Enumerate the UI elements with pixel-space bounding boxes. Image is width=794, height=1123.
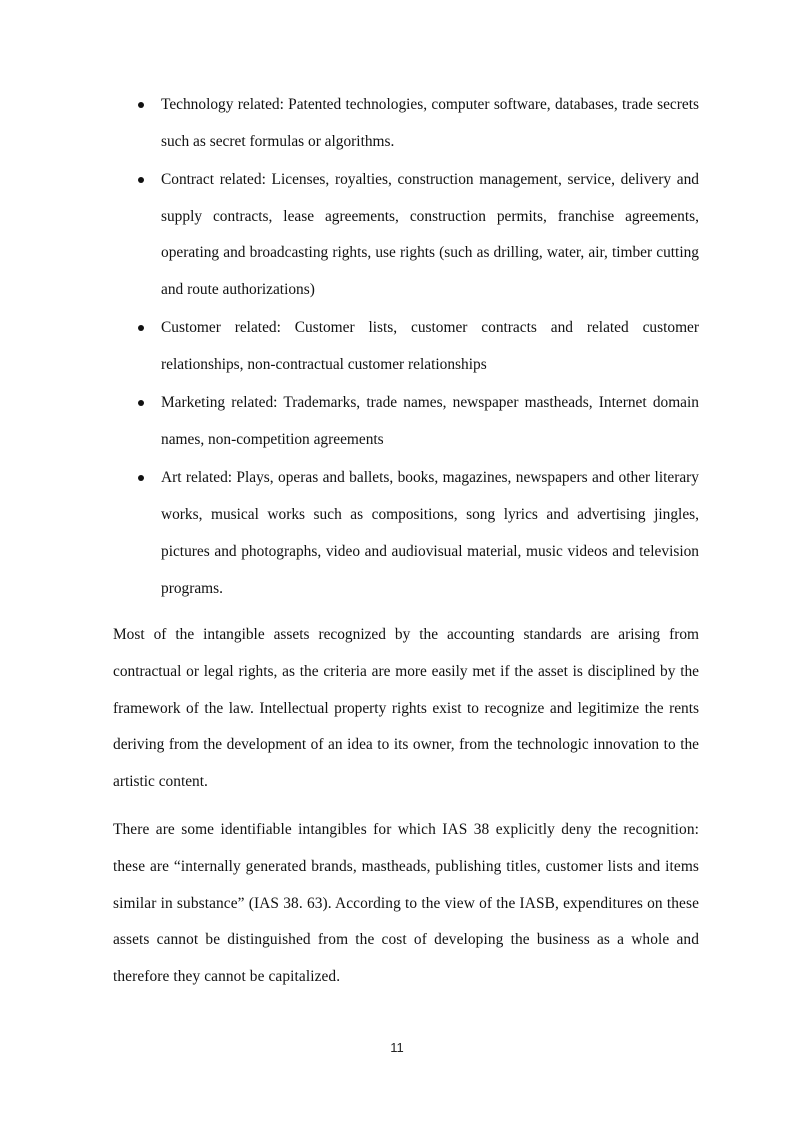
body-paragraph: Most of the intangible assets recognized by the accounting standards are arising from contractual or legal rights, as the criteria are more easily met if the asset is disciplined by the framework of the law. Intellectual property rights exist to recognize and legitimize the rents deriving from the development of an idea to its owner, from the technologic innovation to the artistic content. xyxy=(113,626,699,791)
bullet-icon xyxy=(138,102,144,108)
bullet-list xyxy=(113,87,699,609)
bullet-icon xyxy=(138,325,144,331)
list-item-text: Customer related: Customer lists, customer contracts and related customer relationships, non-contractual customer relationships xyxy=(161,319,699,374)
body-paragraph: There are some identifiable intangibles for which IAS 38 explicitly deny the recognition: these are “internally generated brands, mastheads, publishing titles, customer lists and items similar in substance” (IAS 38. 63). According to the view of the IASB, expenditures on these assets cannot be distinguished from the cost of developing the business as a whole and therefore they cannot be capitalized. xyxy=(113,821,699,986)
list-item xyxy=(113,460,699,607)
bullet-icon xyxy=(138,177,144,183)
list-item-text: Technology related: Patented technologies, computer software, databases, trade secrets such as secret formulas or algorithms. xyxy=(161,96,699,150)
list-item xyxy=(113,385,699,459)
bullet-icon xyxy=(138,475,144,481)
bullet-icon xyxy=(138,400,144,406)
list-item xyxy=(113,87,699,161)
list-item-text: Contract related: Licenses, royalties, construction management, service, delivery and supply contracts, lease agreements, construction permits, franchise agreements, operating and broadcasting rights, use rights (such as drilling, water, air, timber cutting and route authorizations) xyxy=(161,170,699,299)
list-item xyxy=(113,162,699,309)
list-item-text: Marketing related: Trademarks, trade names, newspaper mastheads, Internet domain names, non-competition agreements xyxy=(161,394,699,449)
page-number: 11 xyxy=(390,1040,404,1055)
list-item xyxy=(113,310,699,384)
list-item-text: Art related: Plays, operas and ballets, books, magazines, newspapers and other literary works, musical works such as compositions, song lyrics and advertising jingles, pictures and photographs, video and audiovisual material, music videos and television programs. xyxy=(161,469,699,597)
